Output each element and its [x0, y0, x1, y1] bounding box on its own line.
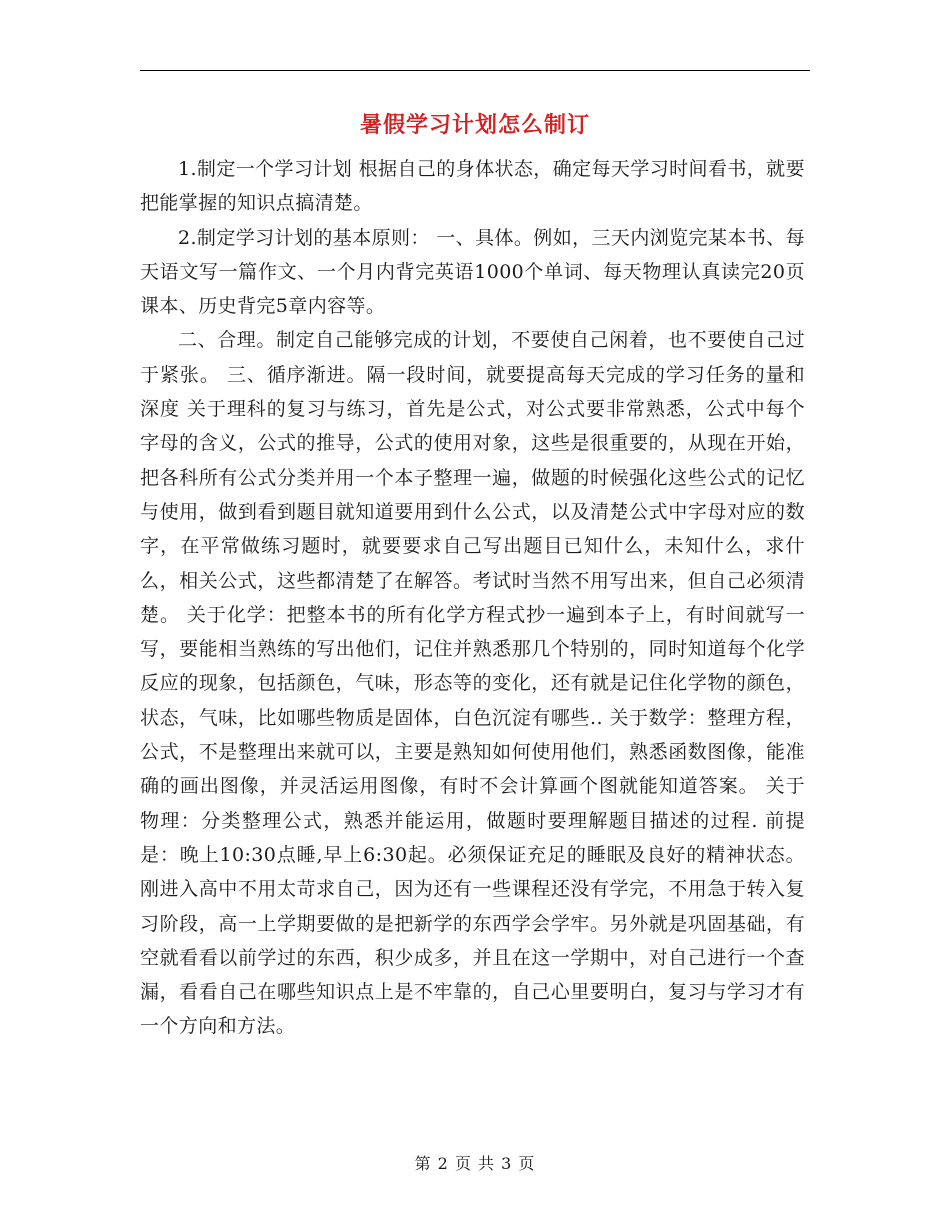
document-title: 暑假学习计划怎么制订: [359, 113, 590, 138]
paragraph: 2.制定学习计划的基本原则： 一、具体。例如，三天内浏览完某本书、每天语文写一篇作文、一个月内背完英语1000个单词、每天物理认真读完20页课本、历史背完5章内容等。: [140, 226, 805, 318]
header-rule: [140, 70, 810, 71]
page-number: 第 2 页 共 3 页: [414, 1154, 536, 1173]
paragraph: 1.制定一个学习计划 根据自己的身体状态，确定每天学习时间看书，就要把能掌握的知识点搞清楚。: [140, 158, 805, 215]
paragraph: 二、合理。制定自己能够完成的计划，不要使自己闲着，也不要使自己过于紧张。 三、循序渐进。隔一段时间，就要提高每天完成的学习任务的量和深度 关于理科的复习与练习，首先是公式，对公式要非常熟悉，公式中每个字母的含义，公式的推导，公式的使用对象，这些是很重要的，从现在开始，把各科所有公式分类并用一个本子整理一遍，做题的时候强化这些公式的记忆与使用，做到看到题目就知道要用到什么公式，以及清楚公式中字母对应的数字，在平常做练习题时，就要要求自己写出题目已知什么，未知什么，求什么，相关公式，这些都清楚了在解答。考试时当然不用写出来，但自己必须清楚。 关于化学：把整本书的所有化学方程式抄一遍到本子上，有时间就写一写，要能相当熟练的写出他们，记住并熟悉那几个特别的，同时知道每个化学反应的现象，包括颜色，气味，形态等的变化，还有就是记住化学物的颜色，状态，气味，比如哪些物质是固体，白色沉淀有哪些.. 关于数学：整理方程，公式，不是整理出来就可以，主要是熟知如何使用他们，熟悉函数图像，能准确的画出图像，并灵活运用图像，有时不会计算画个图就能知道答案。 关于物理：分类整理公式，熟悉并能运用，做题时要理解题目描述的过程. 前提是：晚上10:30点睡,早上6:30起。必须保证充足的睡眠及良好的精神状态。刚进入高中不用太苛求自己，因为还有一些课程还没有学完，不用急于转入复习阶段，高一上学期要做的是把新学的东西学会学牢。另外就是巩固基础，有空就看看以前学过的东西，积少成多，并且在这一学期中，对自己进行一个查漏，看看自己在哪些知识点上是不牢靠的，自己心里要明白，复习与学习才有一个方向和方法。: [140, 329, 805, 1038]
document-body: [140, 152, 805, 1044]
